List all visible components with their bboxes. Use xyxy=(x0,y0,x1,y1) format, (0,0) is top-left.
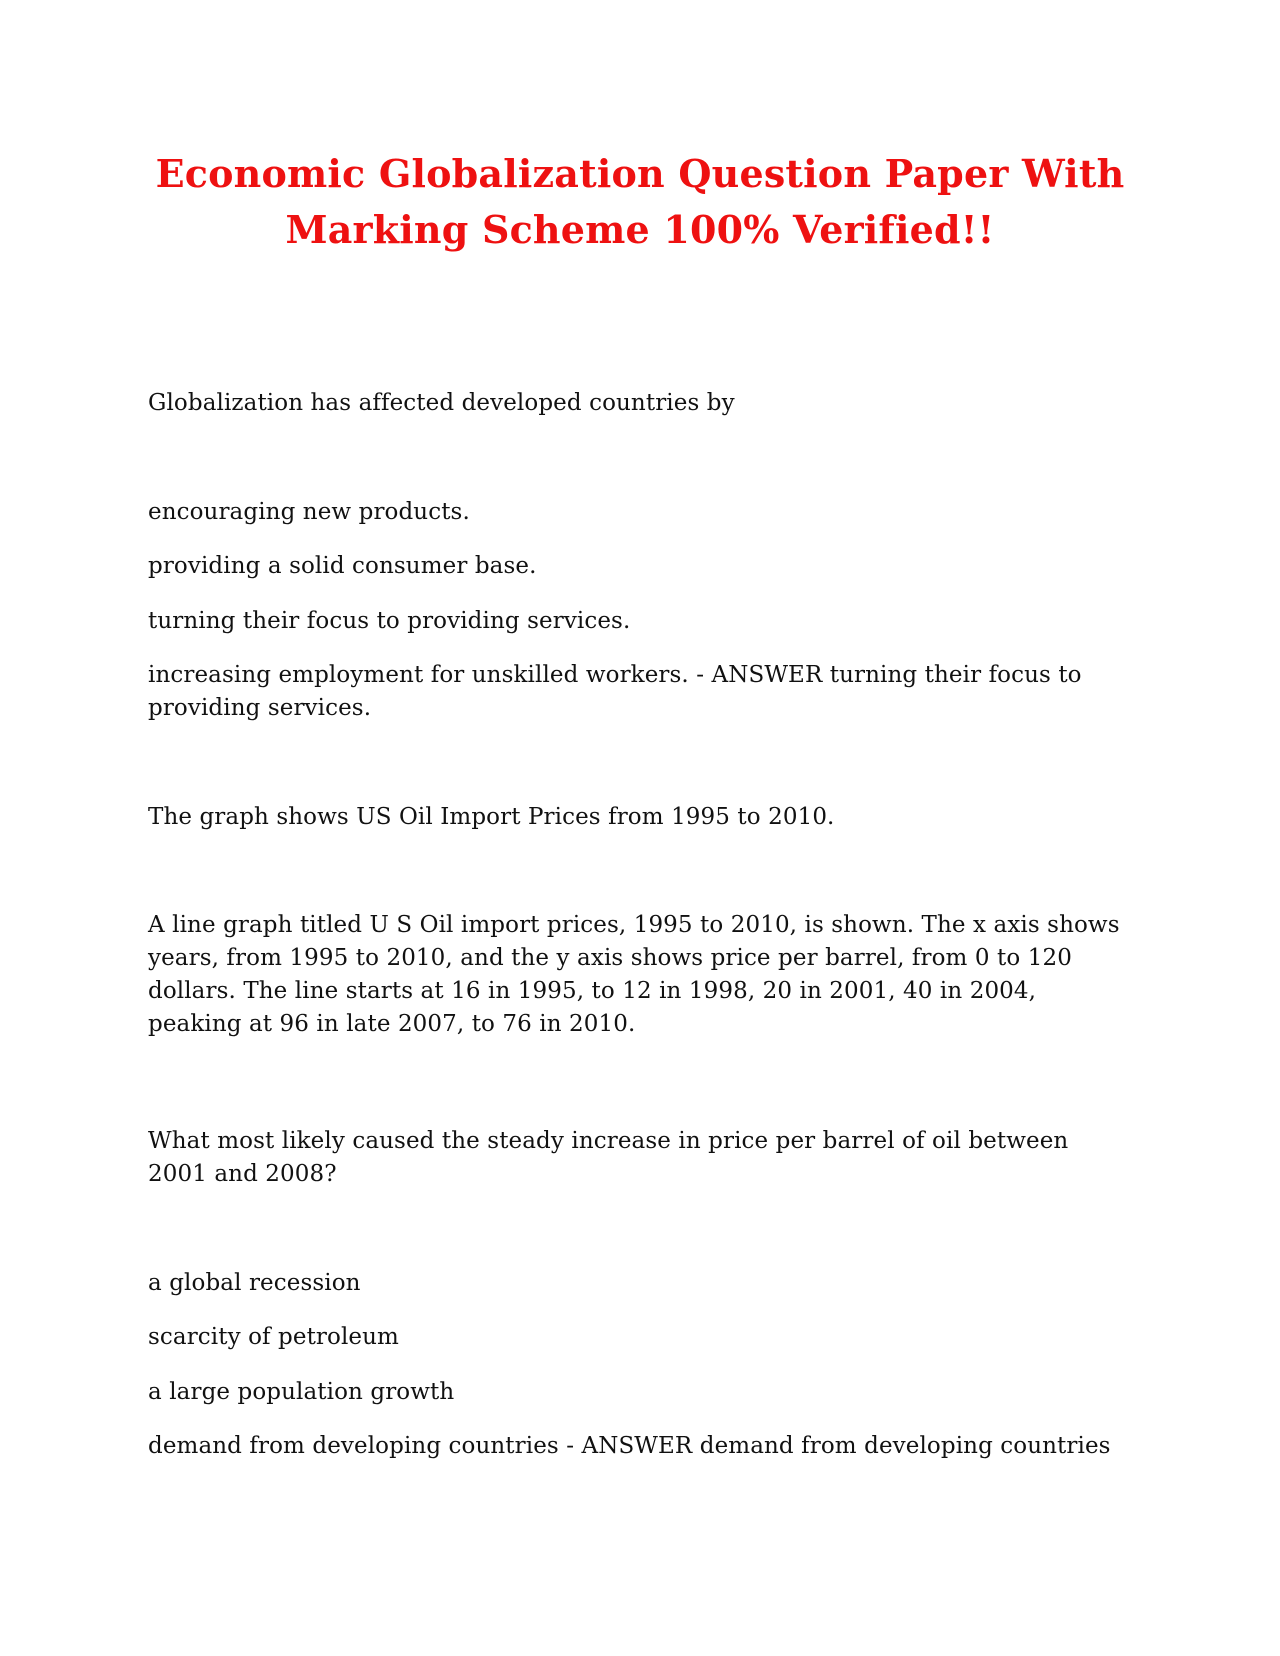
question-2-stem: What most likely caused the steady increase in price per barrel of oil between 2001 and 2008? xyxy=(148,1128,1069,1187)
question-1-option-3: turning their focus to providing services. xyxy=(148,608,631,634)
question-1-option-2: providing a solid consumer base. xyxy=(148,553,537,579)
question-1-option-4-answer: increasing employment for unskilled workers. - ANSWER turning their focus to providing services. xyxy=(148,662,1082,721)
question-2-option-2: scarcity of petroleum xyxy=(148,1324,399,1350)
question-2-context: The graph shows US Oil Import Prices from 1995 to 2010. xyxy=(148,804,835,830)
question-2-option-1: a global recession xyxy=(148,1270,361,1296)
title-line-2: Marking Scheme 100% Verified!! xyxy=(285,207,995,252)
question-1-stem: Globalization has affected developed countries by xyxy=(148,390,735,416)
question-1-option-1: encouraging new products. xyxy=(148,499,470,525)
title-line-1: Economic Globalization Question Paper With xyxy=(155,151,1125,196)
page-title xyxy=(100,146,1180,258)
question-2-option-3: a large population growth xyxy=(148,1379,455,1405)
question-2-option-4-answer: demand from developing countries - ANSWER demand from developing countries xyxy=(148,1433,1111,1459)
graph-description: A line graph titled U S Oil import prices, 1995 to 2010, is shown. The x axis shows years, from 1995 to 2010, and the y axis shows price per barrel, from 0 to 120 dollars. The line starts at 16 in 1995, to 12 in 1998, 20 in 2001, 40 in 2004, peaking at 96 in late 2007, to 76 in 2010. xyxy=(148,912,1120,1037)
